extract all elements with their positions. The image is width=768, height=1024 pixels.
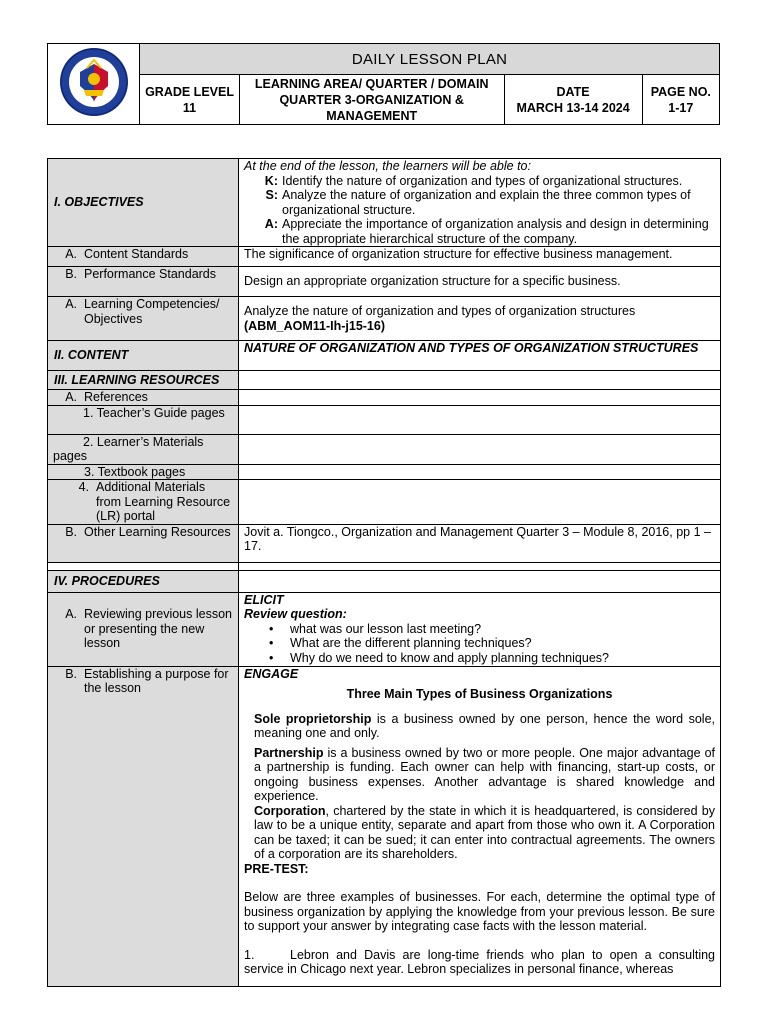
other-resources-row <box>48 524 721 562</box>
document-title: DAILY LESSON PLAN <box>140 44 720 75</box>
references-row <box>48 390 721 406</box>
date-value: MARCH 13-14 2024 <box>516 100 630 115</box>
other-resources-value: Jovit a. Tiongco., Organization and Management Quarter 3 – Module 8, 2016, pp 1 – 17. <box>239 524 721 562</box>
page-no-label: PAGE NO. <box>650 84 711 99</box>
other-resources-label: B. Other Learning Resources <box>48 524 239 562</box>
date-cell <box>504 75 642 125</box>
content-standards-value: The significance of organization structure for effective business management. <box>239 247 721 267</box>
list-item: • Why do we need to know and apply planning techniques? <box>290 651 715 666</box>
review-question-label: Review question: <box>244 607 347 621</box>
list-item: • What are the different planning techniques? <box>290 636 715 651</box>
objective-s: S: Analyze the nature of organization and explain the three common types of organizational structure. <box>265 188 691 217</box>
learning-area-value: QUARTER 3-ORGANIZATION & MANAGEMENT <box>279 92 464 123</box>
engage-label: ENGAGE <box>244 666 299 681</box>
teachers-guide-value <box>239 405 721 434</box>
content-standards-label: A. Content Standards <box>48 247 239 267</box>
partnership-paragraph: Partnership is a business owned by two or more people. One major advantage of a partnership is funding. Each owner can help with financing, start-up costs, or ongoing business expenses. Another advantage is shared knowledge and experience. <box>254 745 715 803</box>
header-table <box>47 43 720 125</box>
references-label: A. References <box>48 390 239 406</box>
learners-materials-label: 2. Learner’s Materials pages <box>48 434 239 464</box>
procedures-value <box>239 570 721 592</box>
learning-area-cell <box>239 75 504 125</box>
teachers-guide-row <box>48 405 721 434</box>
date-label: DATE <box>556 84 590 99</box>
grade-level-label: GRADE LEVEL <box>145 84 234 99</box>
logo-cell <box>48 44 140 125</box>
learning-resources-row <box>48 371 721 390</box>
purpose-content <box>239 666 721 986</box>
deped-seal-icon <box>58 46 130 118</box>
pretest-label: PRE-TEST: <box>244 861 309 876</box>
textbook-label: 3. Textbook pages <box>48 464 239 480</box>
learners-materials-row <box>48 434 721 464</box>
content-standards-row <box>48 247 721 267</box>
competency-code: (ABM_AOM11-Ih-j15-16) <box>244 318 385 333</box>
learning-competencies-row <box>48 297 721 341</box>
pretest-instructions: Below are three examples of businesses. For each, determine the optimal type of business organization by applying the knowledge from your previous lesson. Be sure to support your answer by integrating case facts with the lesson material. <box>244 890 715 933</box>
teachers-guide-label: 1. Teacher’s Guide pages <box>48 405 239 434</box>
objectives-row <box>48 159 721 247</box>
review-row <box>48 592 721 666</box>
performance-standards-row <box>48 267 721 297</box>
content-value: NATURE OF ORGANIZATION AND TYPES OF ORGANIZATION STRUCTURES <box>239 341 721 371</box>
objectives-content <box>239 159 721 247</box>
textbook-row <box>48 464 721 480</box>
procedures-heading: IV. PROCEDURES <box>48 570 239 592</box>
performance-standards-value: Design an appropriate organization structure for a specific business. <box>239 267 721 297</box>
content-heading: II. CONTENT <box>48 341 239 371</box>
review-question-list <box>244 622 715 666</box>
purpose-row <box>48 666 721 986</box>
performance-standards-label: B. Performance Standards <box>48 267 239 297</box>
content-row <box>48 341 721 371</box>
learners-materials-value <box>239 434 721 464</box>
pretest-item-1: 1. Lebron and Davis are long-time friends who plan to open a consulting service in Chicago next year. Lebron specializes in personal finance, whereas <box>244 947 715 976</box>
elicit-label: ELICIT <box>244 592 284 607</box>
references-value <box>239 390 721 406</box>
review-content <box>239 592 721 666</box>
learning-competencies-label: A. Learning Competencies/ Objectives <box>48 297 239 341</box>
grade-level-cell <box>140 75 240 125</box>
page-no-value: 1-17 <box>668 100 694 115</box>
objective-a: A: Appreciate the importance of organization analysis and design in determining the appropriate hierarchical structure of the company. <box>264 217 709 246</box>
page-no-cell <box>642 75 719 125</box>
learning-competencies-value: Analyze the nature of organization and types of organization structures (ABM_AOM11-Ih-j15-16) <box>239 297 721 341</box>
learning-area-label: LEARNING AREA/ QUARTER / DOMAIN <box>254 76 489 91</box>
list-item: • what was our lesson last meeting? <box>290 622 715 637</box>
additional-materials-row <box>48 480 721 525</box>
lesson-plan-table <box>47 158 721 987</box>
additional-materials-value <box>239 480 721 525</box>
procedures-row <box>48 570 721 592</box>
purpose-label: B. Establishing a purpose for the lesson <box>48 666 239 986</box>
additional-materials-label: 4. Additional Materials from Learning Resource (LR) portal <box>48 480 239 525</box>
objectives-intro: At the end of the lesson, the learners will be able to: <box>244 159 531 173</box>
corporation-paragraph: Corporation, chartered by the state in which it is headquartered, is considered by law to be a unique entity, separate and apart from those who own it. A Corporation can be taxed; it can be sued; it can enter into contractual agreements. The owners of a corporation are its shareholders. <box>254 803 715 861</box>
objectives-heading: I. OBJECTIVES <box>48 159 239 247</box>
sole-proprietorship-paragraph: Sole proprietorship is a business owned by one person, hence the word sole, meaning one and only. <box>254 711 715 740</box>
learning-resources-heading: III. LEARNING RESOURCES <box>48 371 239 390</box>
grade-level-value: 11 <box>182 100 197 115</box>
objective-k: K: Identify the nature of organization and types of organizational structures. <box>264 173 683 188</box>
textbook-value <box>239 464 721 480</box>
engage-subtitle: Three Main Types of Business Organizations <box>346 687 613 701</box>
review-label: A. Reviewing previous lesson or presenting the new lesson <box>48 592 239 666</box>
learning-resources-value <box>239 371 721 390</box>
spacer-row <box>48 562 721 570</box>
